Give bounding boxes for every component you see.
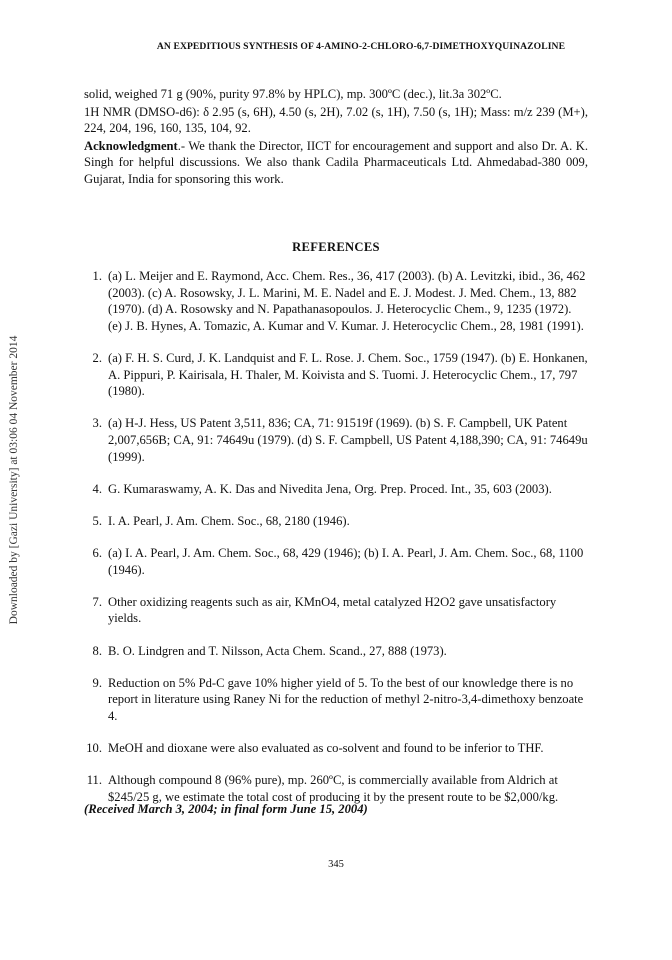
- reference-text: (a) F. H. S. Curd, J. K. Landquist and F. L. Rose. J. Chem. Soc., 1759 (1947). (b) E. Honkanen, A. Pippuri, P. Kairisala, H. Thaler, M. Koivista and S. Tuomi. J. Heterocyclic Chem., 17, 797 (1980).: [108, 350, 588, 399]
- reference-item: [84, 643, 588, 660]
- acknowledgment-heading: Acknowledgment: [84, 138, 178, 153]
- reference-number: 5.: [92, 513, 102, 528]
- download-watermark: Downloaded by [Gazi University] at 03:06 04 November 2014: [8, 335, 20, 625]
- reference-item: [84, 481, 588, 498]
- acknowledgment-text: .- We thank the Director, IICT for encouragement and support and also Dr. A. K. Singh for helpful discussions. We also thank Cadila Pharmaceuticals Ltd. Ahmedabad-380 009, Gujarat, India for sponsoring this work.: [84, 138, 588, 186]
- reference-number: 3.: [92, 416, 102, 431]
- reference-text: I. A. Pearl, J. Am. Chem. Soc., 68, 2180 (1946).: [108, 513, 350, 528]
- reference-item: [84, 268, 588, 334]
- received-dates: (Received March 3, 2004; in final form June 15, 2004): [84, 802, 368, 816]
- reference-text: (a) L. Meijer and E. Raymond, Acc. Chem. Res., 36, 417 (2003). (b) A. Levitzki, ibid., 36, 462 (2003). (c) A. Rosowsky, J. L. Marini, M. E. Nadel and E. J. Modest. J. Med. Chem., 13, 882 (1970). (d) A. Rosowsky and N. Papathanasopoulos. J. Heterocyclic Chem., 9, 1235 (1972). (e) J. B. Hynes, A. Tomazic, A. Kumar and V. Kumar. J. Heterocyclic Chem., 28, 1981 (1991).: [108, 269, 586, 333]
- references-title: REFERENCES: [292, 240, 380, 254]
- references-list: [84, 268, 588, 821]
- reference-item: [84, 415, 588, 465]
- reference-number: 6.: [92, 546, 102, 561]
- reference-item: [84, 513, 588, 530]
- reference-number: 11.: [86, 773, 102, 788]
- reference-text: B. O. Lindgren and T. Nilsson, Acta Chem. Scand., 27, 888 (1973).: [108, 643, 447, 658]
- reference-number: 8.: [92, 643, 102, 658]
- reference-number: 7.: [92, 594, 102, 609]
- reference-number: 4.: [92, 481, 102, 496]
- reference-text: Although compound 8 (96% pure), mp. 260ºC, is commercially available from Aldrich at $245/25 g, we estimate the total cost of producing it by the present route to be $2,000/kg.: [108, 773, 559, 804]
- reference-text: Other oxidizing reagents such as air, KMnO4, metal catalyzed H2O2 gave unsatisfactory yields.: [108, 594, 557, 626]
- paragraph-mp: solid, weighed 71 g (90%, purity 97.8% by HPLC), mp. 300ºC (dec.), lit.3a 302ºC.: [84, 87, 502, 101]
- reference-text: Reduction on 5% Pd-C gave 10% higher yield of 5. To the best of our knowledge there is no report in literature using Raney Ni for the reduction of methyl 2-nitro-3,4-dimethoxy benzoate 4.: [108, 675, 584, 724]
- reference-number: 2.: [92, 350, 102, 365]
- reference-item: [84, 545, 588, 578]
- reference-text: (a) H-J. Hess, US Patent 3,511, 836; CA, 71: 91519f (1969). (b) S. F. Campbell, UK Patent 2,007,656B; CA, 91: 74649u (1979). (d) S. F. Campbell, US Patent 4,188,390; CA, 91: 74649u (1999).: [108, 416, 588, 464]
- reference-item: [84, 772, 588, 805]
- body-text: [84, 86, 588, 188]
- reference-number: 9.: [92, 675, 102, 690]
- reference-number: 1.: [92, 269, 102, 283]
- reference-item: [84, 675, 588, 725]
- reference-text: (a) I. A. Pearl, J. Am. Chem. Soc., 68, 429 (1946); (b) I. A. Pearl, J. Am. Chem. Soc., 68, 1100 (1946).: [108, 546, 584, 577]
- paragraph-acknowledgment: [84, 138, 588, 188]
- page-number: 345: [328, 859, 344, 870]
- running-head: AN EXPEDITIOUS SYNTHESIS OF 4-AMINO-2-CHLORO-6,7-DIMETHOXYQUINAZOLINE: [156, 41, 566, 52]
- reference-text: G. Kumaraswamy, A. K. Das and Nivedita Jena, Org. Prep. Proced. Int., 35, 603 (2003).: [108, 481, 552, 496]
- reference-item: [84, 740, 588, 757]
- reference-text: MeOH and dioxane were also evaluated as co-solvent and found to be inferior to THF.: [108, 741, 544, 756]
- reference-item: [84, 350, 588, 400]
- reference-number: 10.: [86, 741, 102, 756]
- reference-item: [84, 594, 588, 627]
- paragraph-nmr: 1H NMR (DMSO-d6): δ 2.95 (s, 6H), 4.50 (s, 2H), 7.02 (s, 1H), 7.50 (s, 1H); Mass: m/z 239 (M+), 224, 204, 196, 160, 135, 104, 92.: [84, 104, 588, 136]
